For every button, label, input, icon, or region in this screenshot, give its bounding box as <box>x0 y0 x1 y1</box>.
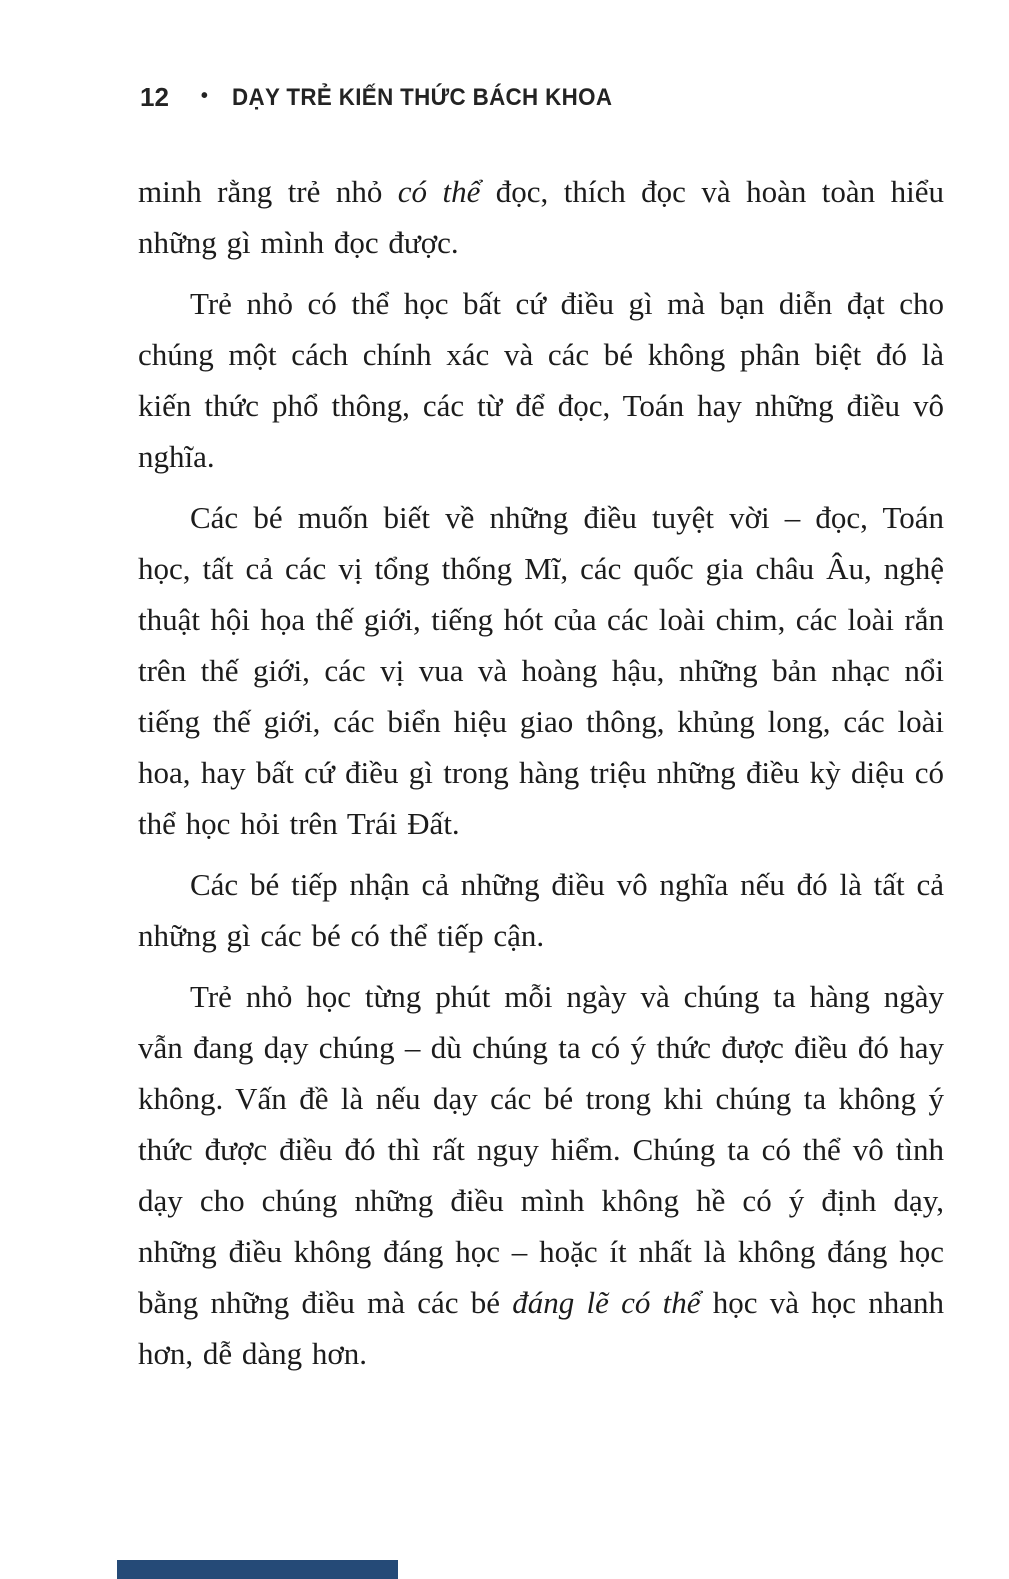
body-text <box>138 166 944 1389</box>
text-segment: học và học nhanh hơn, dễ dàng hơn. <box>138 1285 944 1371</box>
text-segment: Các bé tiếp nhận cả những điều vô nghĩa nếu đó là tất cả những gì các bé có thể tiếp cận. <box>138 867 944 953</box>
text-segment: đọc, thích đọc và hoàn toàn hiểu những gì mình đọc được. <box>138 174 944 260</box>
paragraph <box>138 971 944 1379</box>
paragraph <box>138 859 944 961</box>
paragraph <box>138 166 944 268</box>
text-segment: Các bé muốn biết về những điều tuyệt vời – đọc, Toán học, tất cả các vị tổng thống Mĩ, các quốc gia châu Âu, nghệ thuật hội họa thế giới, tiếng hót của các loài chim, các loài rắn trên thế giới, các vị vua và hoàng hậu, những bản nhạc nổi tiếng thế giới, các biển hiệu giao thông, khủng long, các loài hoa, hay bất cứ điều gì trong hàng triệu những điều kỳ diệu có thể học hỏi trên Trái Đất. <box>138 500 944 841</box>
running-title: DẠY TRẺ KIẾN THỨC BÁCH KHOA <box>231 83 613 111</box>
italic-text-segment: có thể <box>397 174 481 209</box>
page-number: 12 <box>140 82 169 112</box>
text-segment: minh rằng trẻ nhỏ <box>138 174 398 209</box>
bullet-icon: • <box>200 85 208 107</box>
text-segment: Trẻ nhỏ học từng phút mỗi ngày và chúng ta hàng ngày vẫn đang dạy chúng – dù chúng ta có ý thức được điều đó hay không. Vấn đề là nếu dạy các bé trong khi chúng ta không ý thức được điều đó thì rất nguy hiểm. Chúng ta có thể vô tình dạy cho chúng những điều mình không hề có ý định dạy, những điều không đáng học – hoặc ít nhất là không đáng học bằng những điều mà các bé <box>138 979 944 1320</box>
text-segment: Trẻ nhỏ có thể học bất cứ điều gì mà bạn diễn đạt cho chúng một cách chính xác và các bé không phân biệt đó là kiến thức phổ thông, các từ để đọc, Toán hay những điều vô nghĩa. <box>138 286 944 474</box>
paragraph <box>138 492 944 849</box>
page-header <box>140 82 641 113</box>
page-bottom-bar <box>117 1560 398 1579</box>
paragraph <box>138 278 944 482</box>
italic-text-segment: đáng lẽ có thể <box>512 1285 701 1320</box>
